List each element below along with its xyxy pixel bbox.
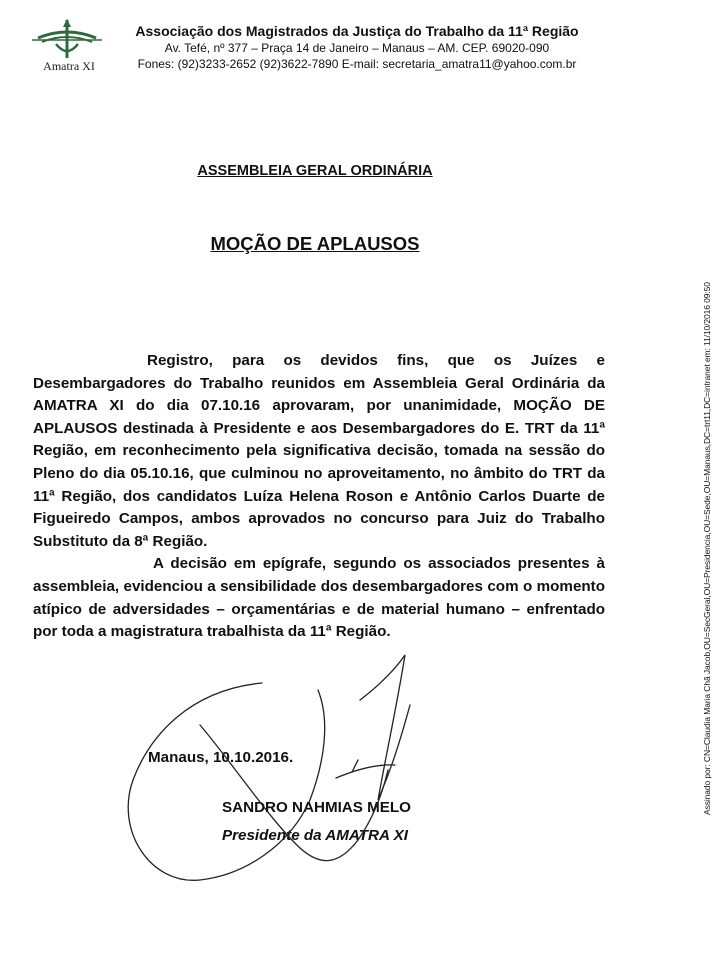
logo-emblem-icon [30,18,104,62]
signer-title: Presidente da AMATRA XI [222,827,408,844]
letterhead [112,22,602,72]
org-address: Av. Tefé, nº 377 – Praça 14 de Janeiro – Manaus – AM. CEP. 69020-090 [164,41,550,55]
paragraph: Registro, para os devidos fins, que os Juízes e Desembargadores do Trabalho reunidos em Assembleia Geral Ordinária da AMATRA XI do dia 07.10.16 aprovaram, por unanimidade, MOÇÃO DE APLAUSOS destinada à Presidente e aos Desembargadores do E. TRT da 11ª Região, em reconhecimento pela significativa decisão, tomada na sessão do Pleno do dia 05.10.16, que culminou no aproveitamento, no âmbito do TRT da 11ª Região, dos candidatos Luíza Helena Roson e Antônio Carlos Duarte de Figueiredo Campos, ambos aprovados no concurso para Juiz do Trabalho Substituto da 8ª Região. [33,352,605,550]
digital-signature-stamp: Assinado por: CN=Claudia Maria Chã Jacob,OU=SecGeral,OU=Presidencia,OU=Sede,OU=Manaus,DC=trt11,DC=intranet em: 11/10/2016 09:50 [702,282,712,815]
document-body [33,350,605,644]
logo-text: Amatra XI [43,59,95,73]
signer-name: SANDRO NAHMIAS MELO [222,799,411,816]
paragraph: A decisão em epígrafe, segundo os associados presentes à assembleia, evidenciou a sensibilidade dos desembargadores com o momento atípico de adversidades – orçamentárias e de material humano – enfrentado por toda a magistratura trabalhista da 11ª Região. [33,555,605,641]
org-name: Associação dos Magistrados da Justiça do Trabalho da 11ª Região [135,23,579,39]
motion-title: MOÇÃO DE APLAUSOS [210,233,420,254]
assembly-title: ASSEMBLEIA GERAL ORDINÁRIA [197,163,433,179]
amatra-logo [28,18,106,88]
org-contacts: Fones: (92)3233-2652 (92)3622-7890 E-mail: secretaria_amatra11@yahoo.com.br [137,57,577,71]
place-date: Manaus, 10.10.2016. [148,749,294,766]
